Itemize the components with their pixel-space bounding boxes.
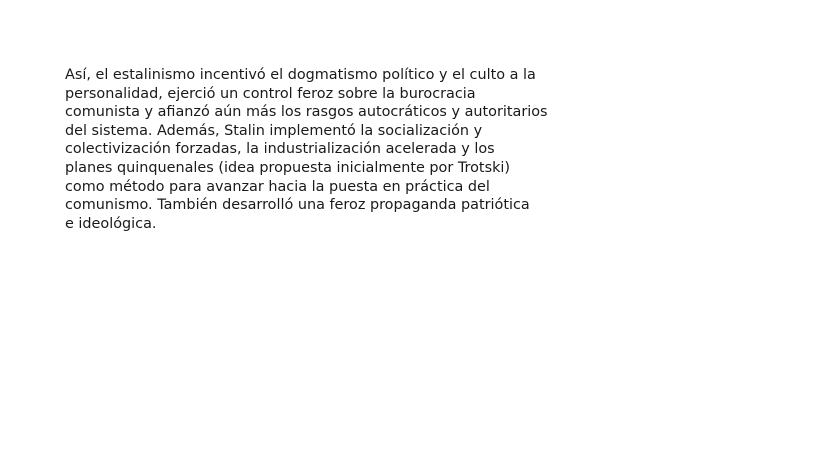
paragraph-line: comunista y afianzó aún más los rasgos autocráticos y autoritarios bbox=[65, 104, 548, 121]
paragraph-line: comunismo. También desarrolló una feroz propaganda patriótica bbox=[65, 197, 530, 214]
paragraph-line: del sistema. Además, Stalin implementó la socialización y bbox=[65, 122, 483, 139]
paragraph-line: como método para avanzar hacia la puesta en práctica del bbox=[65, 178, 490, 195]
paragraph-line: personalidad, ejerció un control feroz sobre la burocracia bbox=[65, 85, 476, 102]
paragraph-line: colectivización forzadas, la industrialización acelerada y los bbox=[65, 141, 495, 158]
paragraph-line: planes quinquenales (idea propuesta inicialmente por Trotski) bbox=[65, 159, 511, 176]
paragraph-line: Así, el estalinismo incentivó el dogmatismo político y el culto a la bbox=[65, 67, 536, 83]
body-paragraph bbox=[65, 66, 548, 233]
paragraph-line: e ideológica. bbox=[65, 215, 157, 232]
